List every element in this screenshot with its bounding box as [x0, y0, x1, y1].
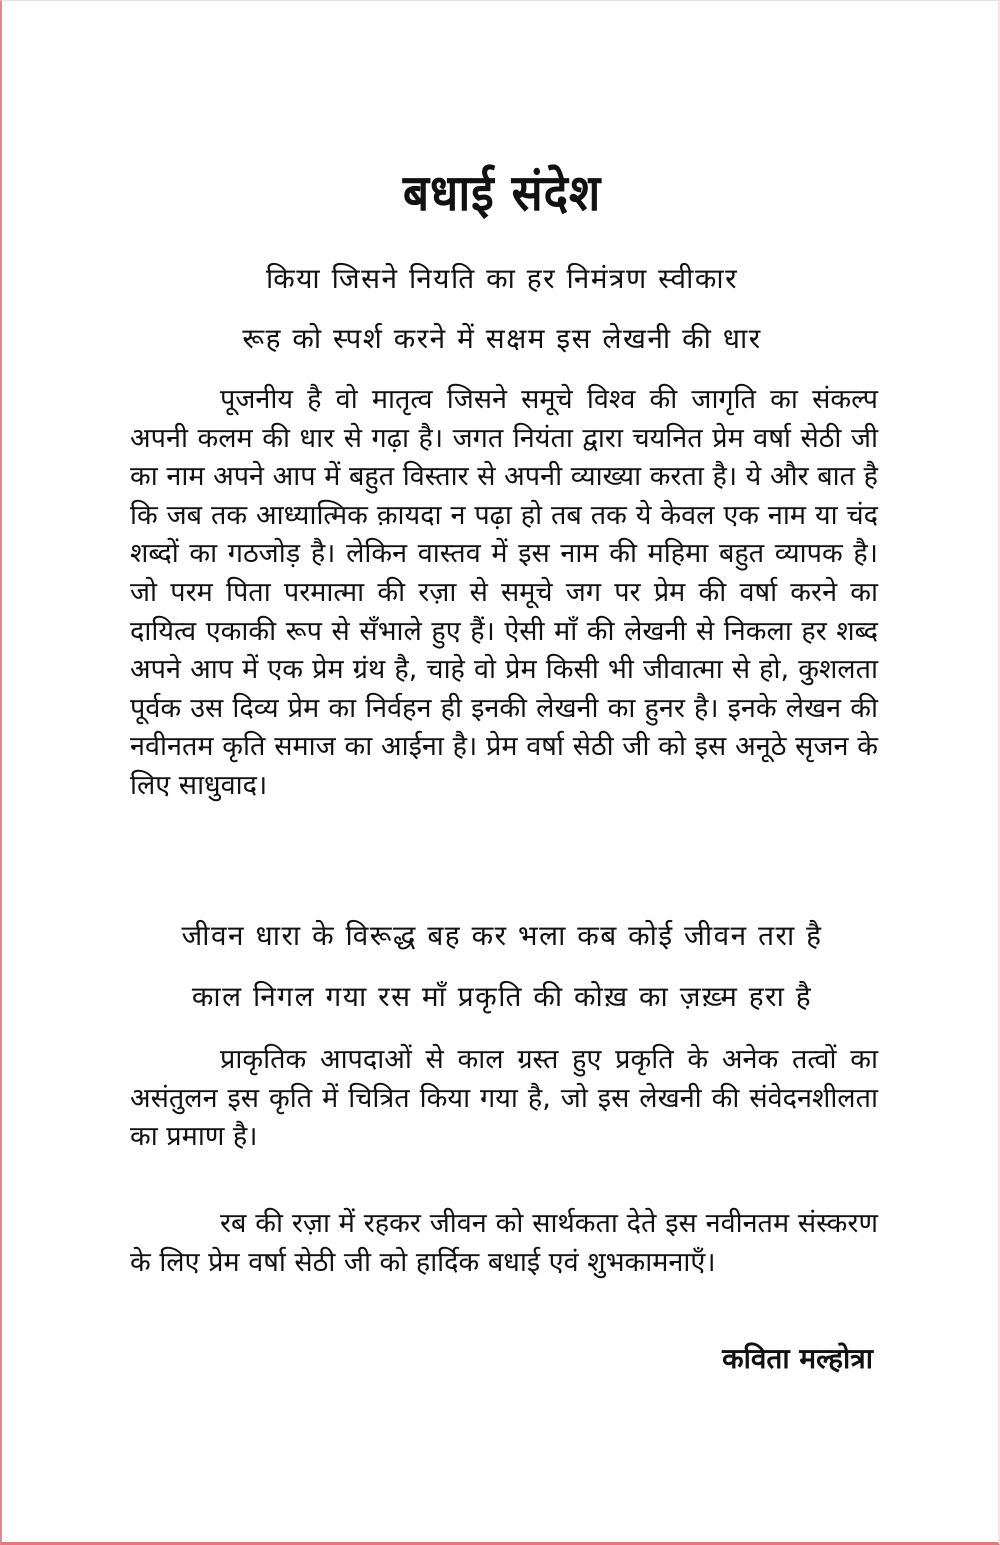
paragraph-2	[130, 1041, 878, 1157]
couplet-2-line-2: काल निगल गया रस माँ प्रकृति की कोख़ का ज़ख़्म हरा है	[191, 980, 813, 1013]
couplet-1-line-1: किया जिसने नियति का हर निमंत्रण स्वीकार	[265, 262, 739, 295]
page-title: बधाई संदेश	[402, 164, 602, 222]
paragraph-1-text: पूजनीय है वो मातृत्व जिसने समूचे विश्व की जागृति का संकल्प अपनी कलम की धार से गढ़ा है। जगत नियंता द्वारा चयनित प्रेम वर्षा सेठी जी का नाम अपने आप में बहुत विस्तार से अपनी व्याख्या करता है। ये और बात है कि जब तक आध्यात्मिक क़ायदा न पढ़ा हो तब तक ये केवल एक नाम या चंद शब्दों का गठजोड़ है। लेकिन वास्तव में इस नाम की महिमा बहुत व्यापक है। जो परम पिता परमात्मा की रज़ा से समूचे जग पर प्रेम की वर्षा करने का दायित्व एकाकी रूप से सँभाले हुए हैं। ऐसी माँ की लेखनी से निकला हर शब्द अपने आप में एक प्रेम ग्रंथ है, चाहे वो प्रेम किसी भी जीवात्मा से हो, कुशलता पूर्वक उस दिव्य प्रेम का निर्वहन ही इनकी लेखनी का हुनर है। इनके लेखन की नवीनतम कृति समाज का आईना है। प्रेम वर्षा सेठी जी को इस अनूठे सृजन के लिए साधुवाद।	[130, 384, 878, 801]
author-signature: कविता मल्होत्रा	[722, 1342, 873, 1375]
paragraph-3	[130, 1205, 878, 1282]
couplet-2-line-1: जीवन धारा के विरूद्ध बह कर भला कब कोई जीवन तरा है	[181, 919, 823, 952]
paragraph-2-text: प्राकृतिक आपदाओं से काल ग्रस्त हुए प्रकृति के अनेक तत्वों का असंतुलन इस कृति में चित्रित किया गया है, जो इस लेखनी की संवेदनशीलता का प्रमाण है।	[130, 1044, 878, 1153]
paragraph-3-text: रब की रज़ा में रहकर जीवन को सार्थकता देते इस नवीनतम संस्करण के लिए प्रेम वर्षा सेठी जी को हार्दिक बधाई एवं शुभकामनाएँ।	[130, 1208, 878, 1278]
paragraph-1	[130, 381, 878, 806]
couplet-1-line-2: रूह को स्पर्श करने में सक्षम इस लेखनी की धार	[242, 322, 762, 355]
